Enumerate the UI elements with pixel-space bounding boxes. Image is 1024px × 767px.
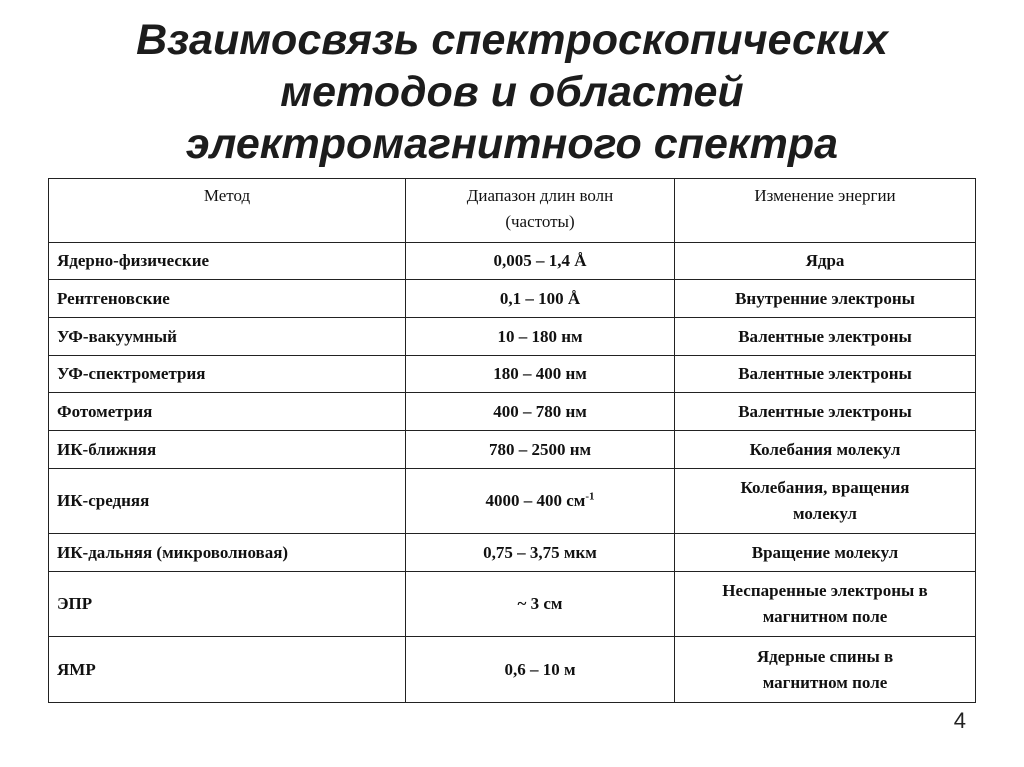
cell-range: 0,005 – 1,4 Å [406, 243, 675, 280]
cell-range: 180 – 400 нм [406, 356, 675, 393]
table-row [49, 393, 976, 431]
cell-energy [675, 469, 976, 534]
cell-method: Ядерно-физические [49, 243, 406, 280]
cell-energy-line2: молекул [793, 504, 857, 523]
cell-energy: Вращение молекул [675, 534, 976, 572]
cell-method: Рентгеновские [49, 280, 406, 318]
cell-range: 0,1 – 100 Å [406, 280, 675, 318]
table-row [49, 637, 976, 703]
page-number: 4 [953, 708, 966, 733]
header-range-line2: (частоты) [505, 212, 575, 231]
cell-method: ИК-средняя [49, 469, 406, 534]
cell-energy-line1: Колебания, вращения [740, 478, 910, 497]
cell-range: ~ 3 см [406, 572, 675, 637]
cell-energy: Валентные электроны [675, 393, 976, 431]
cell-energy-line2: магнитном поле [762, 607, 888, 626]
table-row [49, 280, 976, 318]
cell-method: УФ-вакуумный [49, 318, 406, 356]
table-header-row [49, 179, 976, 243]
cell-range: 0,6 – 10 м [406, 637, 675, 703]
table-row [49, 469, 976, 534]
title-line-1: Взаимосвязь спектроскопических [136, 16, 888, 64]
cell-method: ИК-ближняя [49, 431, 406, 469]
title-line-3: электромагнитного спектра [185, 120, 839, 168]
cell-energy: Валентные электроны [675, 318, 976, 356]
title-line-2: методов и областей [280, 68, 744, 116]
cell-method: УФ-спектрометрия [49, 356, 406, 393]
table-row [49, 318, 976, 356]
cell-energy: Ядра [675, 243, 976, 280]
cell-range: 10 – 180 нм [406, 318, 675, 356]
cell-energy [675, 572, 976, 637]
cell-method: ИК-дальняя (микроволновая) [49, 534, 406, 572]
spectroscopy-table [48, 178, 976, 703]
table-row [49, 243, 976, 280]
cell-method: ЭПР [49, 572, 406, 637]
cell-range-exponent: -1 [585, 490, 595, 503]
cell-energy-line2: магнитном поле [762, 672, 888, 692]
table-row [49, 356, 976, 393]
table-row [49, 572, 976, 637]
table-row [49, 534, 976, 572]
cell-range: 780 – 2500 нм [406, 431, 675, 469]
cell-energy: Внутренние электроны [675, 280, 976, 318]
header-range-line1: Диапазон длин волн [466, 186, 614, 205]
table-row [49, 431, 976, 469]
cell-energy [675, 637, 976, 703]
cell-method: ЯМР [49, 637, 406, 703]
slide-title [40, 14, 984, 170]
cell-method: Фотометрия [49, 393, 406, 431]
header-range [406, 179, 675, 243]
cell-energy: Валентные электроны [675, 356, 976, 393]
cell-range-value: 4000 – 400 см [485, 491, 586, 510]
cell-energy: Колебания молекул [675, 431, 976, 469]
header-energy: Изменение энергии [675, 179, 976, 243]
cell-energy-line1: Неспаренные электроны в [722, 581, 928, 600]
cell-range: 400 – 780 нм [406, 393, 675, 431]
cell-range [406, 469, 675, 534]
cell-energy-line1: Ядерные спины в [756, 646, 894, 666]
header-method: Метод [49, 179, 406, 243]
cell-range: 0,75 – 3,75 мкм [406, 534, 675, 572]
